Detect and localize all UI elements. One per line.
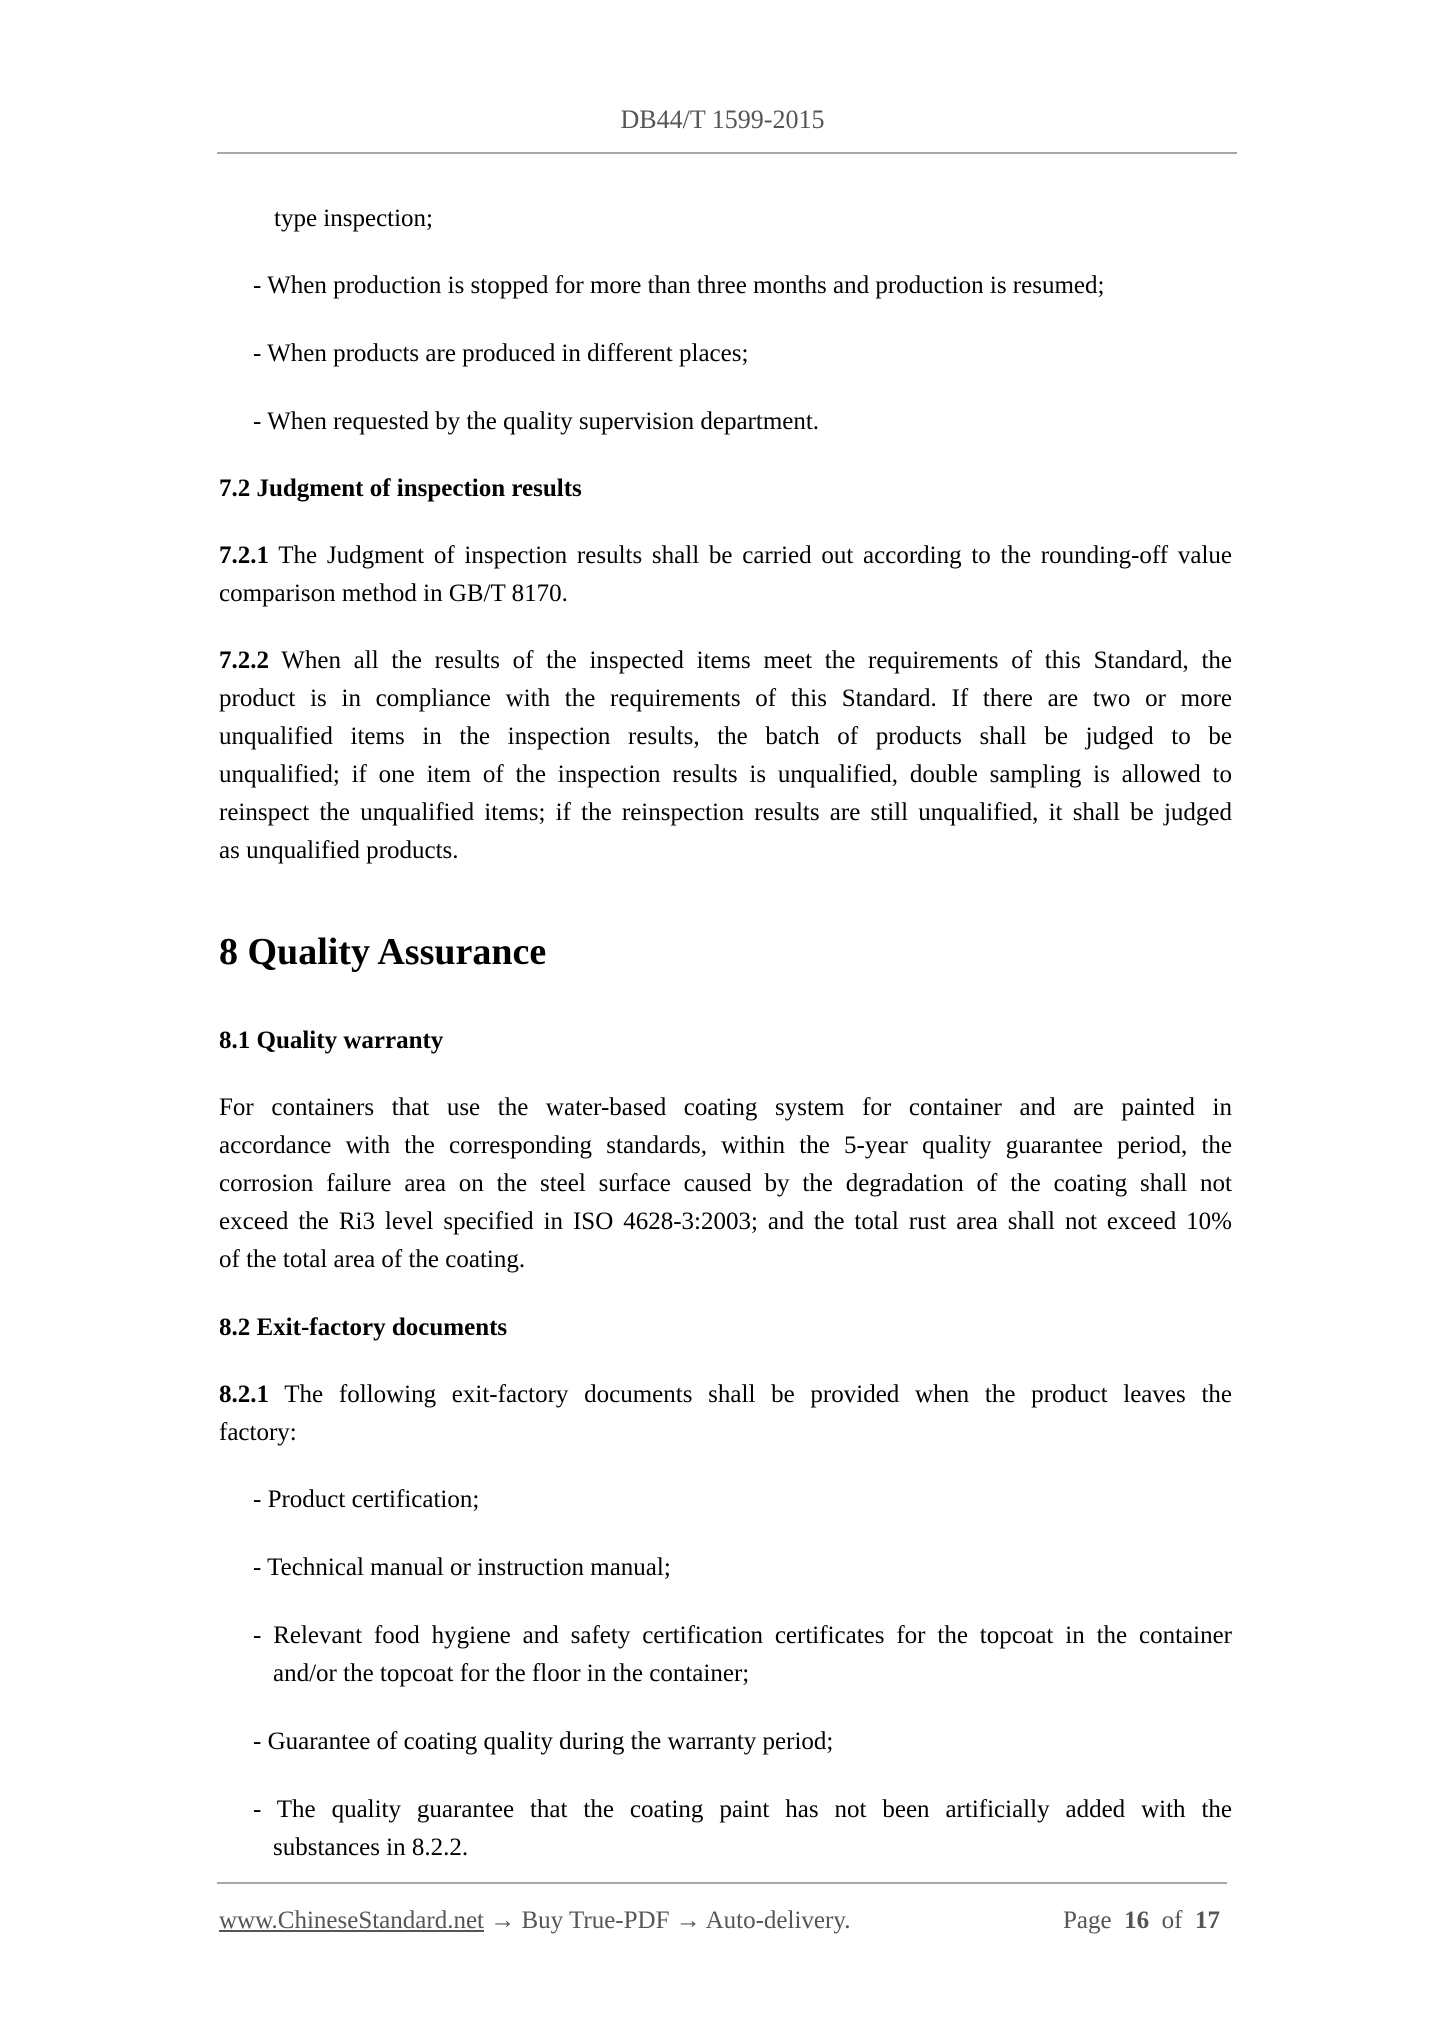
paragraph-8-2-1-line: 8.2.1 The following exit-factory documents shall be provided when the product leaves the	[219, 1381, 1232, 1408]
list-item: - Guarantee of coating quality during the warranty period;	[253, 1728, 834, 1755]
page-label: Page	[1063, 1907, 1112, 1934]
list-item: - Product certification;	[253, 1486, 480, 1513]
footer-step-delivery: Auto-delivery.	[705, 1907, 851, 1934]
section-heading-8-1: 8.1 Quality warranty	[219, 1027, 444, 1054]
section-heading-8-2: 8.2 Exit-factory documents	[219, 1314, 508, 1341]
paragraph-8-2-1-line: factory:	[219, 1419, 297, 1446]
page-of-label: of	[1161, 1907, 1183, 1934]
list-item-continuation: substances in 8.2.2.	[273, 1834, 469, 1861]
clause-number: 7.2.2	[219, 647, 269, 674]
chapter-heading-8: 8 Quality Assurance	[219, 931, 547, 973]
footer-promo	[219, 1903, 850, 1939]
paragraph-7-2-2-line: reinspect the unqualified items; if the reinspection results are still unqualified, it shall be judged	[219, 799, 1232, 826]
paragraph-7-2-1-line: 7.2.1 The Judgment of inspection results shall be carried out according to the rounding-off value	[219, 542, 1232, 569]
list-item: - Relevant food hygiene and safety certification certificates for the topcoat in the container	[253, 1622, 1232, 1649]
paragraph-8-1-line: exceed the Ri3 level specified in ISO 4628-3:2003; and the total rust area shall not exceed 10%	[219, 1208, 1232, 1235]
paragraph-8-1-line: corrosion failure area on the steel surface caused by the degradation of the coating shall not	[219, 1170, 1232, 1197]
chinesestandard-link[interactable]: www.ChineseStandard.net	[219, 1907, 484, 1934]
paragraph-7-2-2-line: as unqualified products.	[219, 837, 459, 864]
clause-number: 8.2.1	[219, 1381, 269, 1408]
section-heading-7-2: 7.2 Judgment of inspection results	[219, 475, 582, 502]
paragraph-7-2-2-line: product is in compliance with the requirements of this Standard. If there are two or more	[219, 685, 1232, 712]
paragraph-8-1-line: of the total area of the coating.	[219, 1246, 526, 1273]
arrow-right-icon: →	[675, 1907, 701, 1934]
list-item: - When products are produced in different places;	[253, 340, 749, 367]
footer-divider	[217, 1882, 1227, 1884]
list-item: - The quality guarantee that the coating paint has not been artificially added with the	[253, 1796, 1232, 1823]
list-item: - When production is stopped for more than three months and production is resumed;	[253, 272, 1105, 299]
paragraph-7-2-2-line: unqualified; if one item of the inspection results is unqualified, double sampling is allowed to	[219, 761, 1232, 788]
page-indicator	[1063, 1903, 1220, 1939]
paragraph-7-2-1-line: comparison method in GB/T 8170.	[219, 580, 568, 607]
paragraph-8-1-line: For containers that use the water-based coating system for container and are painted in	[219, 1094, 1232, 1121]
clause-number: 7.2.1	[219, 542, 269, 569]
document-code-header: DB44/T 1599-2015	[620, 105, 825, 134]
header-divider	[217, 152, 1237, 154]
arrow-right-icon: →	[490, 1907, 516, 1934]
paragraph-7-2-2-line: 7.2.2 When all the results of the inspected items meet the requirements of this Standard, the	[219, 647, 1232, 674]
list-item: - When requested by the quality supervision department.	[253, 408, 820, 435]
total-pages: 17	[1194, 1907, 1220, 1934]
current-page: 16	[1124, 1907, 1150, 1934]
list-item-continuation: and/or the topcoat for the floor in the container;	[273, 1660, 750, 1687]
footer-step-buy: Buy True-PDF	[521, 1907, 670, 1934]
paragraph-7-2-2-line: unqualified items in the inspection results, the batch of products shall be judged to be	[219, 723, 1232, 750]
list-item: - Technical manual or instruction manual;	[253, 1554, 671, 1581]
continued-text: type inspection;	[274, 205, 433, 232]
paragraph-8-1-line: accordance with the corresponding standards, within the 5-year quality guarantee period, the	[219, 1132, 1232, 1159]
